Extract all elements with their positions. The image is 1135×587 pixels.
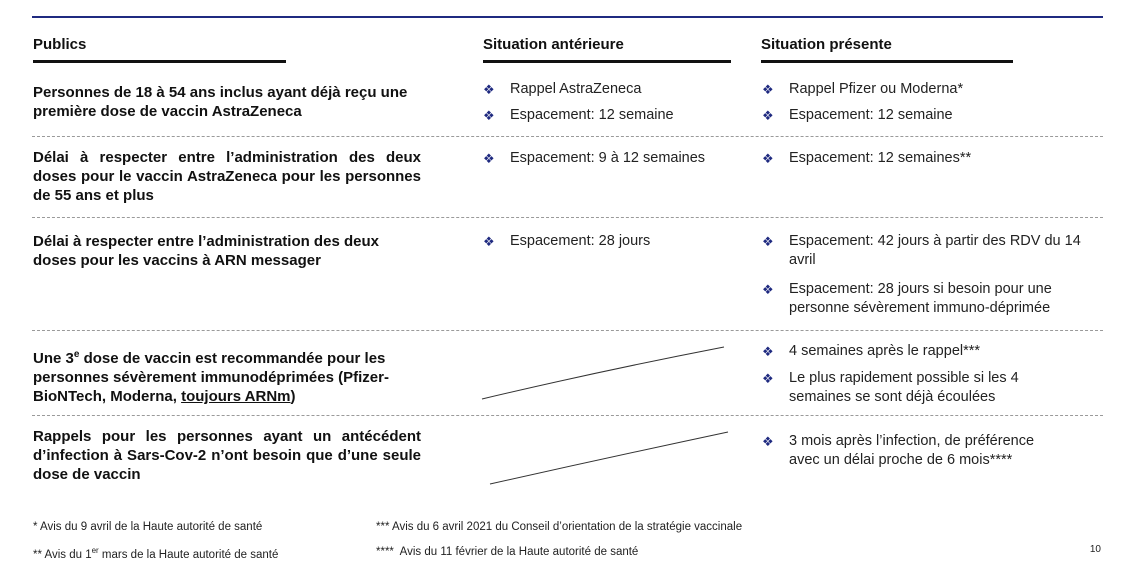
header-publics: Publics — [33, 36, 87, 53]
row1-before-item2: ❖ Espacement: 12 semaine — [483, 107, 674, 123]
footnote-1: * Avis du 9 avril de la Haute autorité de santé — [33, 521, 263, 533]
diamond-bullet-icon: ❖ — [762, 282, 774, 297]
row-divider — [32, 136, 1103, 137]
diamond-bullet-icon: ❖ — [762, 434, 774, 449]
row3-now-item1: ❖ Espacement: 42 jours à partir des RDV du 14 avril — [762, 233, 1081, 268]
row4-now-item1: ❖ 4 semaines après le rappel*** — [762, 343, 981, 359]
diamond-bullet-icon: ❖ — [762, 151, 774, 166]
not-applicable-strike-line — [480, 343, 730, 403]
diamond-bullet-icon: ❖ — [483, 151, 495, 166]
header-situation-anterieure: Situation antérieure — [483, 36, 624, 53]
diamond-bullet-icon: ❖ — [762, 82, 774, 97]
row1-before-item1: ❖ Rappel AstraZeneca — [483, 81, 642, 97]
diamond-bullet-icon: ❖ — [762, 108, 774, 123]
row2-now-item1: ❖ Espacement: 12 semaines** — [762, 150, 972, 166]
row-divider — [32, 330, 1103, 331]
row3-before-item1: ❖ Espacement: 28 jours — [483, 233, 651, 249]
header-now-underline — [761, 60, 1013, 63]
row2-before-item1: ❖ Espacement: 9 à 12 semaines — [483, 150, 706, 166]
footnote-3: *** Avis du 6 avril 2021 du Conseil d’orientation de la stratégie vaccinale — [376, 521, 743, 533]
not-applicable-strike-line — [488, 428, 733, 488]
top-rule — [32, 16, 1103, 18]
diamond-bullet-icon: ❖ — [762, 234, 774, 249]
header-publics-underline — [33, 60, 286, 63]
diamond-bullet-icon: ❖ — [762, 344, 774, 359]
row-divider — [32, 415, 1103, 416]
row3-now-item2: ❖ Espacement: 28 jours si besoin pour une personne sévèrement immuno-déprimée — [762, 281, 1052, 316]
header-before-underline — [483, 60, 731, 63]
page-number: 10 — [1089, 544, 1101, 555]
row4-public: Une 3e dose de vaccin est recommandée pour les personnes sévèrement immunodéprimées (Pfizer-BioNTech, Moderna, toujours ARNm) — [33, 349, 389, 405]
header-situation-presente: Situation présente — [761, 36, 892, 53]
diamond-bullet-icon: ❖ — [762, 371, 774, 386]
row4-now-item2: ❖ Le plus rapidement possible si les 4 semaines se sont déjà écoulées — [762, 370, 1019, 405]
row1-now-item1: ❖ Rappel Pfizer ou Moderna* — [762, 81, 964, 97]
row-divider — [32, 217, 1103, 218]
row5-now-item1: ❖ 3 mois après l’infection, de préférence avec un délai proche de 6 mois**** — [762, 433, 1035, 468]
row1-now-item2: ❖ Espacement: 12 semaine — [762, 107, 953, 123]
diamond-bullet-icon: ❖ — [483, 108, 495, 123]
footnote-4: **** Avis du 11 février de la Haute autorité de santé — [376, 546, 639, 558]
row1-public: Personnes de 18 à 54 ans inclus ayant déjà reçu une première dose de vaccin AstraZeneca — [33, 84, 408, 120]
diamond-bullet-icon: ❖ — [483, 234, 495, 249]
row3-public: Délai à respecter entre l’administration des deux doses pour les vaccins à ARN messager — [33, 233, 379, 269]
row2-public: Délai à respecter entre l’administration des deux doses pour le vaccin AstraZeneca pour les personnes de 55 ans et plus — [33, 149, 421, 204]
footnote-2: ** Avis du 1er mars de la Haute autorité de santé — [33, 546, 279, 561]
row5-public: Rappels pour les personnes ayant un antécédent d’infection à Sars-Cov-2 n’ont besoin que d’une seule dose de vaccin — [33, 428, 421, 483]
diamond-bullet-icon: ❖ — [483, 82, 495, 97]
